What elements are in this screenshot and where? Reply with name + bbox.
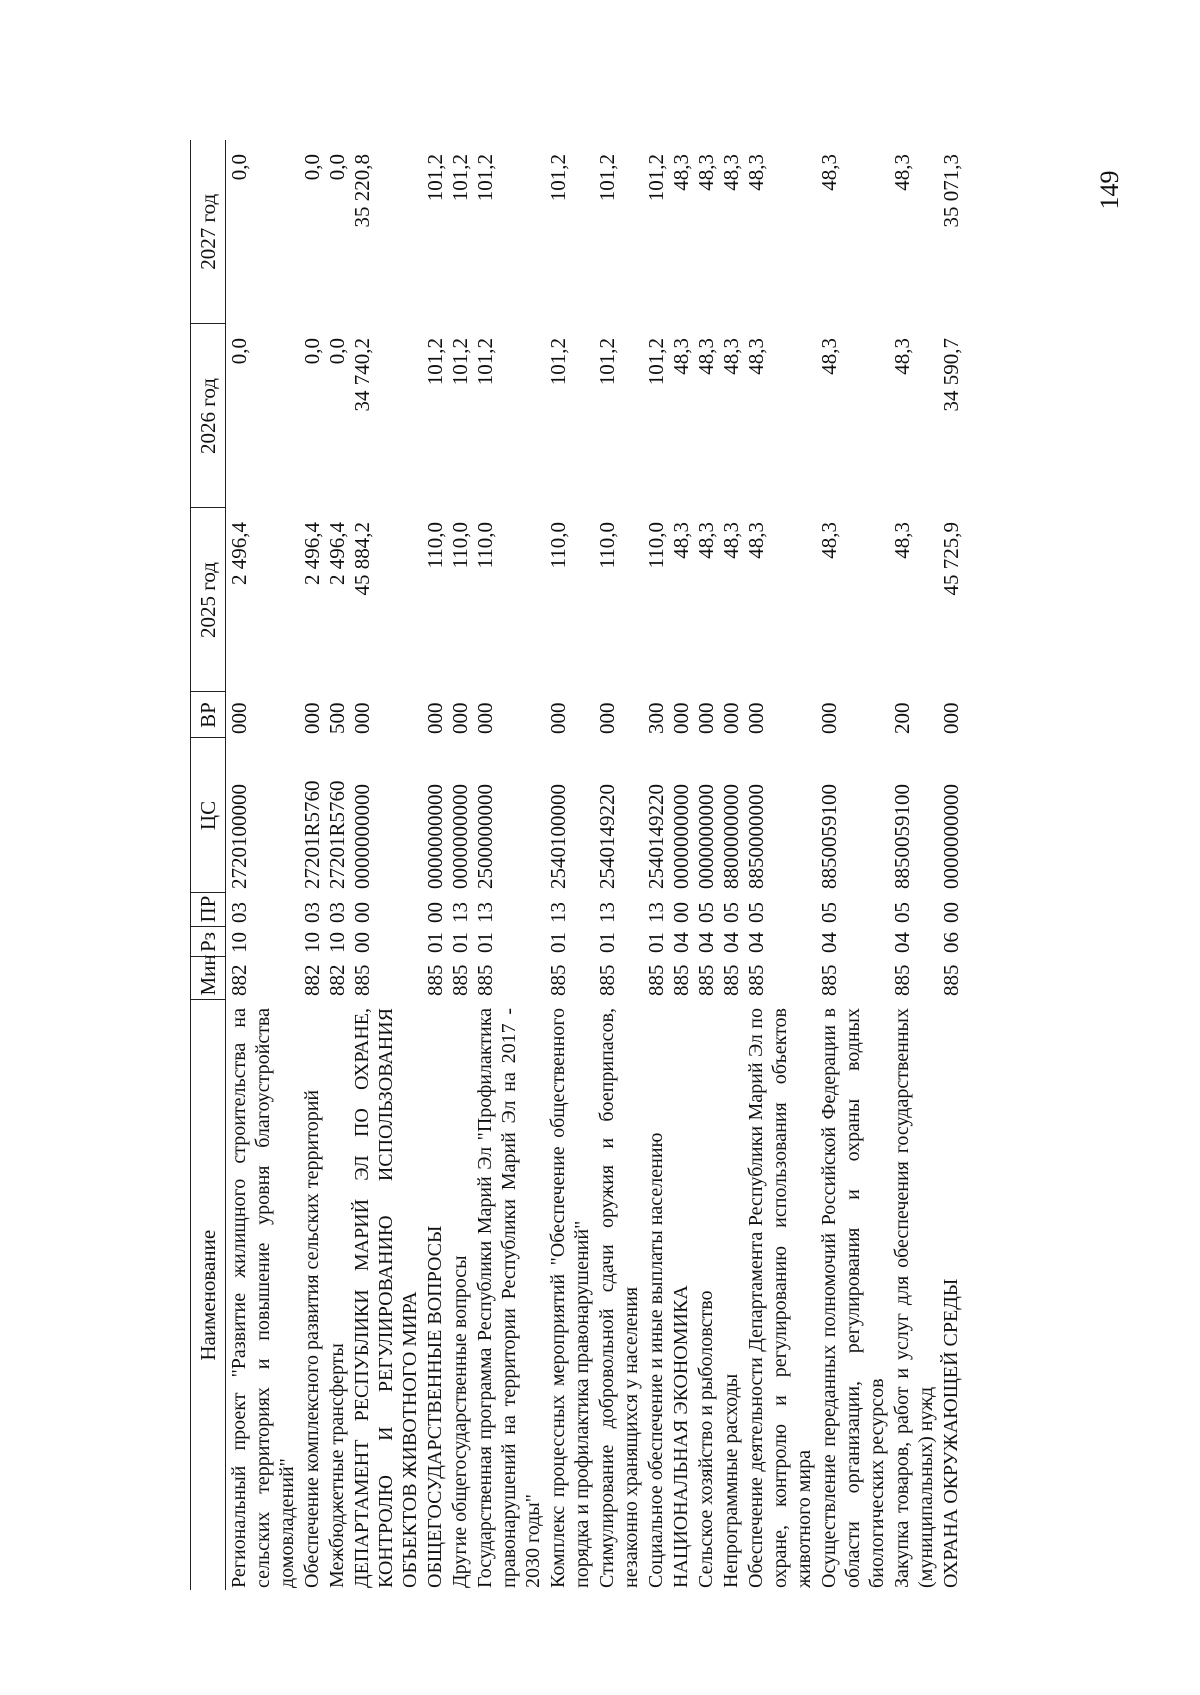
cell-min: 885 bbox=[350, 964, 374, 996]
page-number: 149 bbox=[1095, 170, 1124, 210]
cell-y2027: 101,2 bbox=[423, 154, 447, 202]
cell-vr: 300 bbox=[644, 702, 668, 734]
cell-pr: 05 bbox=[890, 902, 914, 923]
cell-name: Осуществление переданных полномочий Российской Федерации в области организации, регулирования и охраны водных биологических ресурсов bbox=[818, 1008, 888, 1588]
cell-y2026: 101,2 bbox=[448, 338, 472, 386]
cell-pr: 13 bbox=[546, 902, 570, 923]
cell-cs: 0000000000 bbox=[448, 784, 472, 889]
cell-name: Межбюджетные трансферты bbox=[326, 1343, 348, 1588]
cell-y2026: 48,3 bbox=[817, 338, 841, 375]
cell-y2025: 45 884,2 bbox=[350, 522, 374, 596]
cell-y2026: 48,3 bbox=[669, 338, 693, 375]
cell-min: 885 bbox=[890, 964, 914, 996]
cell-rz: 04 bbox=[890, 932, 914, 953]
cell-pr: 05 bbox=[817, 902, 841, 923]
cell-name: Закупка товаров, работ и услуг для обеспечения государственных (муниципальных) нужд bbox=[891, 1008, 937, 1588]
cell-cs: 27201R5760 bbox=[300, 780, 324, 889]
cell-y2026: 101,2 bbox=[595, 338, 619, 386]
cell-pr: 13 bbox=[473, 902, 497, 923]
header-rz: Рз bbox=[191, 927, 226, 957]
cell-pr: 13 bbox=[448, 902, 472, 923]
cell-name: Комплекс процессных мероприятий "Обеспечение общественного порядка и профилактика правонарушений" bbox=[547, 1008, 593, 1588]
cell-y2025: 48,3 bbox=[719, 522, 743, 559]
cell-y2027: 48,3 bbox=[890, 154, 914, 191]
cell-y2027: 0,0 bbox=[300, 154, 324, 181]
cell-cs: 2500000000 bbox=[473, 784, 497, 889]
cell-y2026: 34 740,2 bbox=[350, 338, 374, 412]
cell-y2027: 0,0 bbox=[227, 154, 251, 181]
cell-vr: 500 bbox=[325, 702, 349, 734]
cell-min: 885 bbox=[694, 964, 718, 996]
table-row bbox=[938, 140, 963, 1590]
cell-cs: 2540149220 bbox=[644, 784, 668, 889]
cell-cs: 27201R5760 bbox=[325, 780, 349, 889]
cell-rz: 10 bbox=[325, 932, 349, 953]
cell-pr: 03 bbox=[300, 902, 324, 923]
cell-rz: 04 bbox=[744, 932, 768, 953]
cell-vr: 000 bbox=[350, 702, 374, 734]
cell-y2027: 101,2 bbox=[644, 154, 668, 202]
cell-y2027: 48,3 bbox=[719, 154, 743, 191]
table-row bbox=[668, 140, 693, 1590]
cell-y2026: 48,3 bbox=[694, 338, 718, 375]
cell-min: 885 bbox=[817, 964, 841, 996]
cell-y2027: 48,3 bbox=[669, 154, 693, 191]
cell-vr: 000 bbox=[423, 702, 447, 734]
cell-rz: 01 bbox=[546, 932, 570, 953]
cell-vr: 000 bbox=[744, 702, 768, 734]
cell-cs: 8850059100 bbox=[817, 784, 841, 889]
cell-pr: 13 bbox=[595, 902, 619, 923]
cell-name: Региональный проект "Развитие жилищного строительства на сельских территориях и повышение уровня благоустройства домовладений" bbox=[228, 1008, 298, 1588]
cell-y2026: 48,3 bbox=[890, 338, 914, 375]
cell-rz: 04 bbox=[719, 932, 743, 953]
cell-rz: 01 bbox=[423, 932, 447, 953]
cell-min: 885 bbox=[669, 964, 693, 996]
rotated-table-container bbox=[190, 140, 1090, 1590]
cell-cs: 2720100000 bbox=[227, 784, 251, 889]
cell-y2025: 2 496,4 bbox=[300, 522, 324, 585]
table-row bbox=[643, 140, 668, 1590]
cell-min: 885 bbox=[546, 964, 570, 996]
header-min: Мин bbox=[191, 957, 226, 1000]
cell-vr: 200 bbox=[890, 702, 914, 734]
cell-pr: 00 bbox=[350, 902, 374, 923]
cell-y2026: 0,0 bbox=[300, 338, 324, 365]
cell-pr: 05 bbox=[694, 902, 718, 923]
cell-vr: 000 bbox=[546, 702, 570, 734]
cell-vr: 000 bbox=[719, 702, 743, 734]
cell-y2027: 101,2 bbox=[448, 154, 472, 202]
cell-y2025: 110,0 bbox=[473, 522, 497, 569]
header-name: Наименование bbox=[191, 1000, 226, 1590]
cell-vr: 000 bbox=[473, 702, 497, 734]
cell-name: Сельское хозяйство и рыболовство bbox=[695, 1290, 717, 1588]
cell-rz: 01 bbox=[448, 932, 472, 953]
cell-y2025: 110,0 bbox=[546, 522, 570, 569]
cell-cs: 0000000000 bbox=[423, 784, 447, 889]
table-row bbox=[594, 140, 643, 1590]
cell-y2026: 48,3 bbox=[744, 338, 768, 375]
cell-y2026: 0,0 bbox=[227, 338, 251, 365]
cell-y2027: 101,2 bbox=[546, 154, 570, 202]
cell-rz: 01 bbox=[595, 932, 619, 953]
cell-y2025: 2 496,4 bbox=[325, 522, 349, 585]
cell-rz: 10 bbox=[300, 932, 324, 953]
cell-y2025: 110,0 bbox=[644, 522, 668, 569]
cell-name: Непрограммные расходы bbox=[720, 1373, 742, 1588]
cell-cs: 0000000000 bbox=[669, 784, 693, 889]
cell-y2027: 48,3 bbox=[817, 154, 841, 191]
table-row bbox=[816, 140, 889, 1590]
cell-rz: 04 bbox=[669, 932, 693, 953]
cell-vr: 000 bbox=[595, 702, 619, 734]
cell-name: НАЦИОНАЛЬНАЯ ЭКОНОМИКА bbox=[670, 1285, 692, 1588]
cell-rz: 00 bbox=[350, 932, 374, 953]
cell-name: Обеспечение деятельности Департамента Республики Марий Эл по охране, контролю и регулированию использования объектов животного мира bbox=[745, 1008, 815, 1588]
header-2027: 2027 год bbox=[191, 140, 226, 324]
cell-y2025: 110,0 bbox=[448, 522, 472, 569]
cell-rz: 04 bbox=[817, 932, 841, 953]
cell-min: 885 bbox=[644, 964, 668, 996]
cell-y2026: 101,2 bbox=[473, 338, 497, 386]
table-row bbox=[299, 140, 324, 1590]
cell-rz: 10 bbox=[227, 932, 251, 953]
cell-vr: 000 bbox=[694, 702, 718, 734]
header-cs: ЦС bbox=[191, 738, 226, 893]
cell-y2025: 48,3 bbox=[817, 522, 841, 559]
cell-min: 885 bbox=[448, 964, 472, 996]
table-row bbox=[422, 140, 447, 1590]
cell-name: Обеспечение комплексного развития сельских территорий bbox=[301, 1089, 323, 1588]
cell-name: ДЕПАРТАМЕНТ РЕСПУБЛИКИ МАРИЙ ЭЛ ПО ОХРАНЕ, КОНТРОЛЮ И РЕГУЛИРОВАНИЮ ИСПОЛЬЗОВАНИЯ ОБЪЕКТОВ ЖИВОТНОГО МИРА bbox=[351, 1008, 421, 1588]
table-row bbox=[545, 140, 594, 1590]
cell-vr: 000 bbox=[448, 702, 472, 734]
cell-rz: 04 bbox=[694, 932, 718, 953]
cell-cs: 8800000000 bbox=[719, 784, 743, 889]
cell-name: ОХРАНА ОКРУЖАЮЩЕЙ СРЕДЫ bbox=[940, 1278, 962, 1588]
table-row bbox=[889, 140, 938, 1590]
cell-y2027: 48,3 bbox=[694, 154, 718, 191]
cell-min: 885 bbox=[939, 964, 963, 996]
cell-y2027: 35 220,8 bbox=[350, 154, 374, 228]
cell-min: 885 bbox=[595, 964, 619, 996]
cell-y2025: 45 725,9 bbox=[939, 522, 963, 596]
table-row bbox=[226, 140, 300, 1590]
cell-cs: 8850059100 bbox=[890, 784, 914, 889]
cell-y2026: 101,2 bbox=[546, 338, 570, 386]
cell-pr: 05 bbox=[719, 902, 743, 923]
header-2025: 2025 год bbox=[191, 508, 226, 692]
cell-pr: 03 bbox=[227, 902, 251, 923]
cell-pr: 00 bbox=[939, 902, 963, 923]
table-body bbox=[226, 140, 964, 1590]
table-row bbox=[447, 140, 472, 1590]
cell-y2027: 48,3 bbox=[744, 154, 768, 191]
cell-name: Социальное обеспечение и иные выплаты населению bbox=[645, 1132, 667, 1588]
cell-name: Другие общегосударственные вопросы bbox=[449, 1255, 471, 1588]
cell-y2025: 110,0 bbox=[595, 522, 619, 569]
cell-min: 885 bbox=[744, 964, 768, 996]
table-header-row bbox=[191, 140, 226, 1590]
cell-y2027: 101,2 bbox=[595, 154, 619, 202]
cell-min: 882 bbox=[227, 964, 251, 996]
cell-y2025: 48,3 bbox=[669, 522, 693, 559]
cell-y2027: 0,0 bbox=[325, 154, 349, 181]
cell-y2027: 35 071,3 bbox=[939, 154, 963, 228]
cell-y2025: 48,3 bbox=[694, 522, 718, 559]
cell-pr: 00 bbox=[423, 902, 447, 923]
cell-y2026: 34 590,7 bbox=[939, 338, 963, 412]
table-row bbox=[693, 140, 718, 1590]
header-pr: ПР bbox=[191, 893, 226, 927]
cell-pr: 13 bbox=[644, 902, 668, 923]
table-row bbox=[718, 140, 743, 1590]
table-row bbox=[472, 140, 545, 1590]
cell-cs: 0000000000 bbox=[350, 784, 374, 889]
cell-min: 882 bbox=[325, 964, 349, 996]
cell-vr: 000 bbox=[939, 702, 963, 734]
budget-table bbox=[190, 140, 963, 1590]
cell-name: Государственная программа Республики Марий Эл "Профилактика правонарушений на территории Республики Марий Эл на 2017 - 2030 годы" bbox=[474, 1008, 544, 1588]
cell-cs: 8850000000 bbox=[744, 784, 768, 889]
cell-y2025: 48,3 bbox=[890, 522, 914, 559]
cell-min: 885 bbox=[719, 964, 743, 996]
cell-cs: 0000000000 bbox=[694, 784, 718, 889]
cell-y2026: 101,2 bbox=[423, 338, 447, 386]
header-vr: ВР bbox=[191, 692, 226, 738]
cell-vr: 000 bbox=[227, 702, 251, 734]
table-row bbox=[324, 140, 349, 1590]
cell-min: 885 bbox=[423, 964, 447, 996]
table-row bbox=[349, 140, 422, 1590]
cell-cs: 2540149220 bbox=[595, 784, 619, 889]
cell-min: 885 bbox=[473, 964, 497, 996]
cell-cs: 0000000000 bbox=[939, 784, 963, 889]
header-2026: 2026 год bbox=[191, 324, 226, 508]
cell-y2026: 48,3 bbox=[719, 338, 743, 375]
cell-pr: 00 bbox=[669, 902, 693, 923]
cell-y2025: 2 496,4 bbox=[227, 522, 251, 585]
cell-vr: 000 bbox=[669, 702, 693, 734]
cell-cs: 2540100000 bbox=[546, 784, 570, 889]
cell-name: ОБЩЕГОСУДАРСТВЕННЫЕ ВОПРОСЫ bbox=[424, 1225, 446, 1588]
table-row bbox=[743, 140, 816, 1590]
cell-pr: 05 bbox=[744, 902, 768, 923]
cell-y2025: 48,3 bbox=[744, 522, 768, 559]
cell-y2027: 101,2 bbox=[473, 154, 497, 202]
cell-y2026: 0,0 bbox=[325, 338, 349, 365]
cell-y2025: 110,0 bbox=[423, 522, 447, 569]
cell-rz: 06 bbox=[939, 932, 963, 953]
cell-pr: 03 bbox=[325, 902, 349, 923]
cell-vr: 000 bbox=[300, 702, 324, 734]
cell-rz: 01 bbox=[473, 932, 497, 953]
cell-name: Стимулирование добровольной сдачи оружия и боеприпасов, незаконно хранящихся у населения bbox=[596, 1008, 642, 1588]
cell-y2026: 101,2 bbox=[644, 338, 668, 386]
cell-rz: 01 bbox=[644, 932, 668, 953]
cell-min: 882 bbox=[300, 964, 324, 996]
cell-vr: 000 bbox=[817, 702, 841, 734]
